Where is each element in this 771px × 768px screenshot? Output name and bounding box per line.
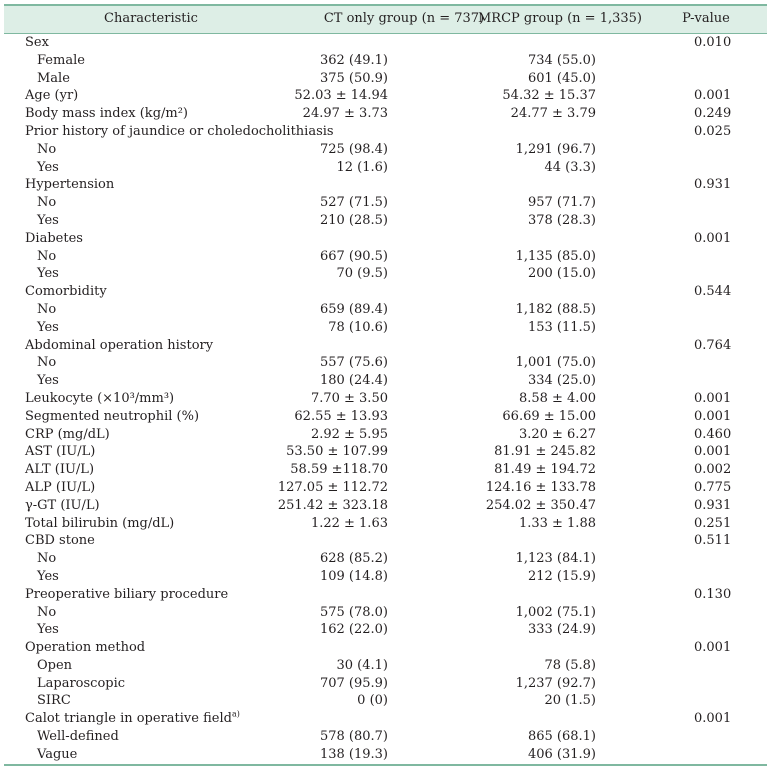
table-row: [4, 354, 767, 372]
mrcp-value: 81.91 ± 245.82: [494, 444, 596, 460]
p-value: 0.249: [694, 106, 732, 122]
mrcp-value: 24.77 ± 3.79: [510, 106, 596, 122]
mrcp-value: 212 (15.9): [527, 568, 596, 584]
p-value: 0.460: [694, 426, 732, 442]
row-label: Segmented neutrophil (%): [25, 408, 200, 424]
row-label: Sex: [25, 35, 49, 50]
row-label: Comorbidity: [25, 284, 107, 300]
row-label: Total bilirubin (mg/dL): [25, 515, 175, 531]
p-value: 0.001: [694, 390, 732, 406]
ct-value: 7.70 ± 3.50: [310, 390, 388, 406]
table-row: [4, 426, 767, 444]
row-label: Open: [37, 657, 73, 673]
table-row: [4, 123, 767, 141]
mrcp-value: 254.02 ± 350.47: [485, 497, 596, 513]
ct-value: 52.03 ± 14.94: [294, 88, 388, 104]
p-value: 0.025: [694, 123, 732, 139]
mrcp-value: 378 (28.3): [527, 212, 596, 228]
mrcp-value: 1,135 (85.0): [515, 248, 596, 264]
table-row: [4, 87, 767, 105]
table-row: [4, 319, 767, 337]
table-row: [4, 34, 767, 52]
ct-value: 70 (9.5): [336, 266, 388, 282]
ct-value: 180 (24.4): [319, 373, 388, 389]
ct-value: 725 (98.4): [319, 141, 388, 157]
row-label: No: [37, 355, 57, 371]
table-row: [4, 337, 767, 355]
table-body: [4, 34, 767, 764]
p-value: 0.002: [694, 462, 732, 478]
ct-value: 12 (1.6): [336, 159, 388, 175]
ct-value: 2.92 ± 5.95: [310, 426, 388, 442]
row-label: Preoperative biliary procedure: [25, 586, 229, 602]
p-value: 0.544: [694, 284, 732, 300]
row-label: No: [37, 551, 57, 567]
row-label: No: [37, 248, 57, 264]
mrcp-value: 78 (5.8): [544, 657, 596, 673]
p-value: 0.001: [694, 408, 732, 424]
row-label: Yes: [37, 266, 59, 282]
ct-value: 58.59 ±118.70: [290, 462, 388, 478]
row-label: ALP (IU/L): [25, 479, 96, 495]
p-value: 0.511: [694, 533, 732, 549]
mrcp-value: 66.69 ± 15.00: [502, 408, 596, 424]
row-label: AST (IU/L): [25, 444, 96, 460]
table-row: [4, 159, 767, 177]
table-row: [4, 532, 767, 550]
row-label: Age (yr): [25, 88, 79, 104]
mrcp-value: 44 (3.3): [544, 159, 596, 175]
mrcp-value: 601 (45.0): [527, 70, 596, 86]
ct-value: 109 (14.8): [319, 568, 388, 584]
p-value: 0.001: [694, 640, 732, 656]
ct-value: 659 (89.4): [319, 301, 388, 317]
ct-value: 527 (71.5): [319, 195, 388, 211]
table-row: [4, 586, 767, 604]
table-row: [4, 621, 767, 639]
table-row: [4, 461, 767, 479]
row-label: Body mass index (kg/m²): [25, 106, 189, 122]
header-p-value: P-value: [682, 11, 730, 26]
ct-value: 62.55 ± 13.93: [294, 408, 388, 424]
row-label: Well-defined: [37, 729, 119, 745]
mrcp-value: 1,001 (75.0): [515, 355, 596, 371]
table-row: [4, 479, 767, 497]
table-row: [4, 443, 767, 461]
row-label: Vague: [37, 746, 78, 762]
table-row: [4, 105, 767, 123]
table-row: [4, 408, 767, 426]
table-row: [4, 212, 767, 230]
table-row: [4, 265, 767, 283]
row-label: Yes: [37, 622, 59, 638]
mrcp-value: 3.20 ± 6.27: [518, 426, 596, 442]
mrcp-value: 1.33 ± 1.88: [518, 515, 596, 531]
row-label: Male: [37, 70, 70, 86]
table-row: [4, 746, 767, 764]
ct-value: 0 (0): [357, 693, 388, 709]
row-label: Yes: [37, 212, 59, 228]
table-row: [4, 728, 767, 746]
row-label: ALT (IU/L): [25, 462, 95, 478]
row-label: No: [37, 604, 57, 620]
ct-value: 251.42 ± 323.18: [277, 497, 388, 513]
ct-value: 30 (4.1): [336, 657, 388, 673]
row-label: SIRC: [37, 693, 71, 709]
table-row: [4, 497, 767, 515]
table-row: [4, 194, 767, 212]
row-label: Leukocyte (×10³/mm³): [25, 390, 175, 406]
ct-value: 628 (85.2): [319, 551, 388, 567]
ct-value: 707 (95.9): [319, 675, 388, 691]
p-value: 0.764: [694, 337, 732, 353]
ct-value: 375 (50.9): [319, 70, 388, 86]
table-row: [4, 70, 767, 88]
table-row: [4, 248, 767, 266]
table-row: [4, 515, 767, 533]
p-value: 0.775: [694, 479, 732, 495]
row-label: No: [37, 195, 57, 211]
mrcp-value: 1,002 (75.1): [515, 604, 596, 620]
header-ct-group: CT only group (n = 737): [323, 11, 485, 26]
row-label: Yes: [37, 159, 59, 175]
mrcp-value: 1,123 (84.1): [515, 551, 596, 567]
header-characteristic: Characteristic: [104, 11, 198, 26]
ct-value: 667 (90.5): [319, 248, 388, 264]
header-mrcp-group: MRCP group (n = 1,335): [477, 11, 642, 26]
table-row: [4, 675, 767, 693]
ct-value: 78 (10.6): [328, 319, 388, 335]
row-label: Diabetes: [25, 230, 83, 246]
table-row: [4, 568, 767, 586]
row-label: No: [37, 141, 57, 157]
mrcp-value: 334 (25.0): [527, 373, 596, 389]
mrcp-value: 734 (55.0): [527, 52, 596, 68]
mrcp-value: 333 (24.9): [527, 622, 596, 638]
ct-value: 138 (19.3): [319, 746, 388, 762]
mrcp-value: 124.16 ± 133.78: [485, 479, 596, 495]
p-value: 0.931: [694, 177, 732, 193]
mrcp-value: 1,291 (96.7): [515, 141, 596, 157]
mrcp-value: 406 (31.9): [527, 746, 596, 762]
mrcp-value: 54.32 ± 15.37: [502, 88, 596, 104]
ct-value: 362 (49.1): [319, 52, 388, 68]
p-value: 0.001: [694, 88, 732, 104]
p-value: 0.001: [694, 444, 732, 460]
table-row: [4, 657, 767, 675]
row-label: Yes: [37, 319, 59, 335]
mrcp-value: 8.58 ± 4.00: [518, 390, 596, 406]
ct-value: 127.05 ± 112.72: [277, 479, 388, 495]
row-label: Hypertension: [25, 177, 115, 193]
ct-value: 53.50 ± 107.99: [286, 444, 388, 460]
table-row: [4, 372, 767, 390]
ct-value: 1.22 ± 1.63: [310, 515, 388, 531]
table-row: [4, 390, 767, 408]
characteristics-table: [4, 4, 767, 764]
table-row: [4, 604, 767, 622]
footnote-marker: a): [231, 709, 240, 719]
row-label: Operation method: [25, 640, 146, 656]
table-row: [4, 639, 767, 657]
table-row: [4, 283, 767, 301]
row-label: Female: [37, 52, 85, 68]
ct-value: 24.97 ± 3.73: [302, 106, 388, 122]
table-row: [4, 692, 767, 710]
p-value: 0.001: [694, 711, 732, 727]
row-label: Abdominal operation history: [25, 337, 214, 353]
mrcp-value: 81.49 ± 194.72: [494, 462, 596, 478]
table-row: [4, 550, 767, 568]
p-value: 0.010: [694, 35, 732, 50]
mrcp-value: 957 (71.7): [527, 195, 596, 211]
table-row: [4, 176, 767, 194]
mrcp-value: 20 (1.5): [544, 693, 596, 709]
ct-value: 210 (28.5): [319, 212, 388, 228]
row-label: Yes: [37, 373, 59, 389]
table-row: [4, 230, 767, 248]
ct-value: 162 (22.0): [319, 622, 388, 638]
mrcp-value: 1,237 (92.7): [515, 675, 596, 691]
table-header: [4, 4, 767, 34]
row-label: Calot triangle in operative field$^{a)}$: [25, 709, 240, 727]
row-label: CRP (mg/dL): [25, 426, 110, 442]
ct-value: 557 (75.6): [319, 355, 388, 371]
mrcp-value: 200 (15.0): [527, 266, 596, 282]
row-label: Yes: [37, 568, 59, 584]
mrcp-value: 865 (68.1): [527, 729, 596, 745]
p-value: 0.931: [694, 497, 732, 513]
p-value: 0.251: [694, 515, 732, 531]
mrcp-value: 1,182 (88.5): [515, 301, 596, 317]
table-row: [4, 52, 767, 70]
table-row: [4, 301, 767, 319]
table-row: [4, 141, 767, 159]
p-value: 0.001: [694, 230, 732, 246]
row-label: CBD stone: [25, 533, 95, 549]
mrcp-value: 153 (11.5): [527, 319, 596, 335]
ct-value: 578 (80.7): [319, 729, 388, 745]
row-label: Laparoscopic: [37, 675, 126, 691]
row-label: γ-GT (IU/L): [25, 497, 100, 513]
table-row: [4, 710, 767, 728]
row-label: No: [37, 301, 57, 317]
ct-value: 575 (78.0): [319, 604, 388, 620]
table-bottom-rule: [4, 764, 767, 766]
row-label: Prior history of jaundice or choledocholithiasis: [25, 123, 334, 139]
p-value: 0.130: [694, 586, 732, 602]
